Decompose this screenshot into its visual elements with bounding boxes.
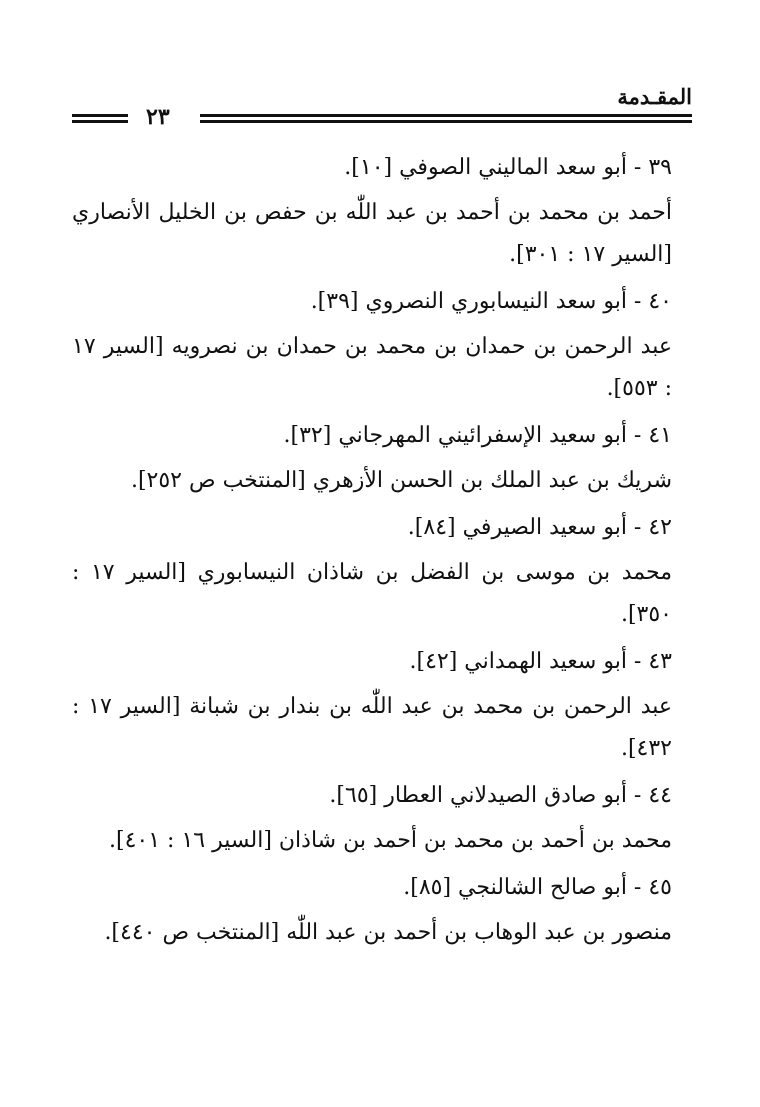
header-rule — [200, 114, 692, 117]
entry-44 — [72, 774, 672, 862]
entry-description: محمد بن موسى بن الفضل بن شاذان النيسابوري [السير ١٧ : ٣٥٠]. — [72, 560, 672, 627]
page-number: ٢٣ — [146, 104, 170, 130]
entry-heading: ٤١ - أبو سعيد الإسفرائيني المهرجاني [٣٢]. — [283, 423, 672, 448]
header-rule — [200, 120, 692, 123]
header-rule — [72, 120, 128, 123]
entry-heading: ٤٥ - أبو صالح الشالنجي [٨٥]. — [403, 875, 672, 900]
entry-39 — [72, 146, 672, 276]
entry-description: عبد الرحمن بن حمدان بن محمد بن حمدان بن نصرويه [السير ١٧ : ٥٥٣]. — [72, 334, 672, 401]
running-title: المقـدمة — [617, 84, 692, 109]
entry-43 — [72, 640, 672, 770]
header-rule — [72, 114, 128, 117]
page-header — [72, 84, 692, 134]
entry-description: منصور بن عبد الوهاب بن أحمد بن عبد اللّٰه [المنتخب ص ٤٤٠]. — [104, 920, 672, 945]
entry-40 — [72, 280, 672, 410]
entry-heading: ٤٢ - أبو سعيد الصيرفي [٨٤]. — [407, 515, 672, 540]
entry-45 — [72, 866, 672, 954]
entry-heading: ٣٩ - أبو سعد الماليني الصوفي [١٠]. — [344, 155, 672, 180]
entry-description: أحمد بن محمد بن أحمد بن عبد اللّٰه بن حفص بن الخليل الأنصاري [السير ١٧ : ٣٠١]. — [72, 200, 672, 267]
entry-description: شريك بن عبد الملك بن الحسن الأزهري [المنتخب ص ٢٥٢]. — [130, 468, 672, 493]
entry-42 — [72, 506, 672, 636]
entry-heading: ٤٠ - أبو سعد النيسابوري النصروي [٣٩]. — [310, 289, 672, 314]
entry-description: عبد الرحمن بن محمد بن عبد اللّٰه بن بندار بن شبانة [السير ١٧ : ٤٣٢]. — [72, 694, 673, 761]
entries-list — [72, 146, 672, 958]
entry-heading: ٤٤ - أبو صادق الصيدلاني العطار [٦٥]. — [329, 783, 672, 808]
entry-description: محمد بن أحمد بن محمد بن أحمد بن شاذان [السير ١٦ : ٤٠١]. — [109, 828, 672, 853]
entry-heading: ٤٣ - أبو سعيد الهمداني [٤٢]. — [409, 649, 672, 674]
entry-41 — [72, 414, 672, 502]
